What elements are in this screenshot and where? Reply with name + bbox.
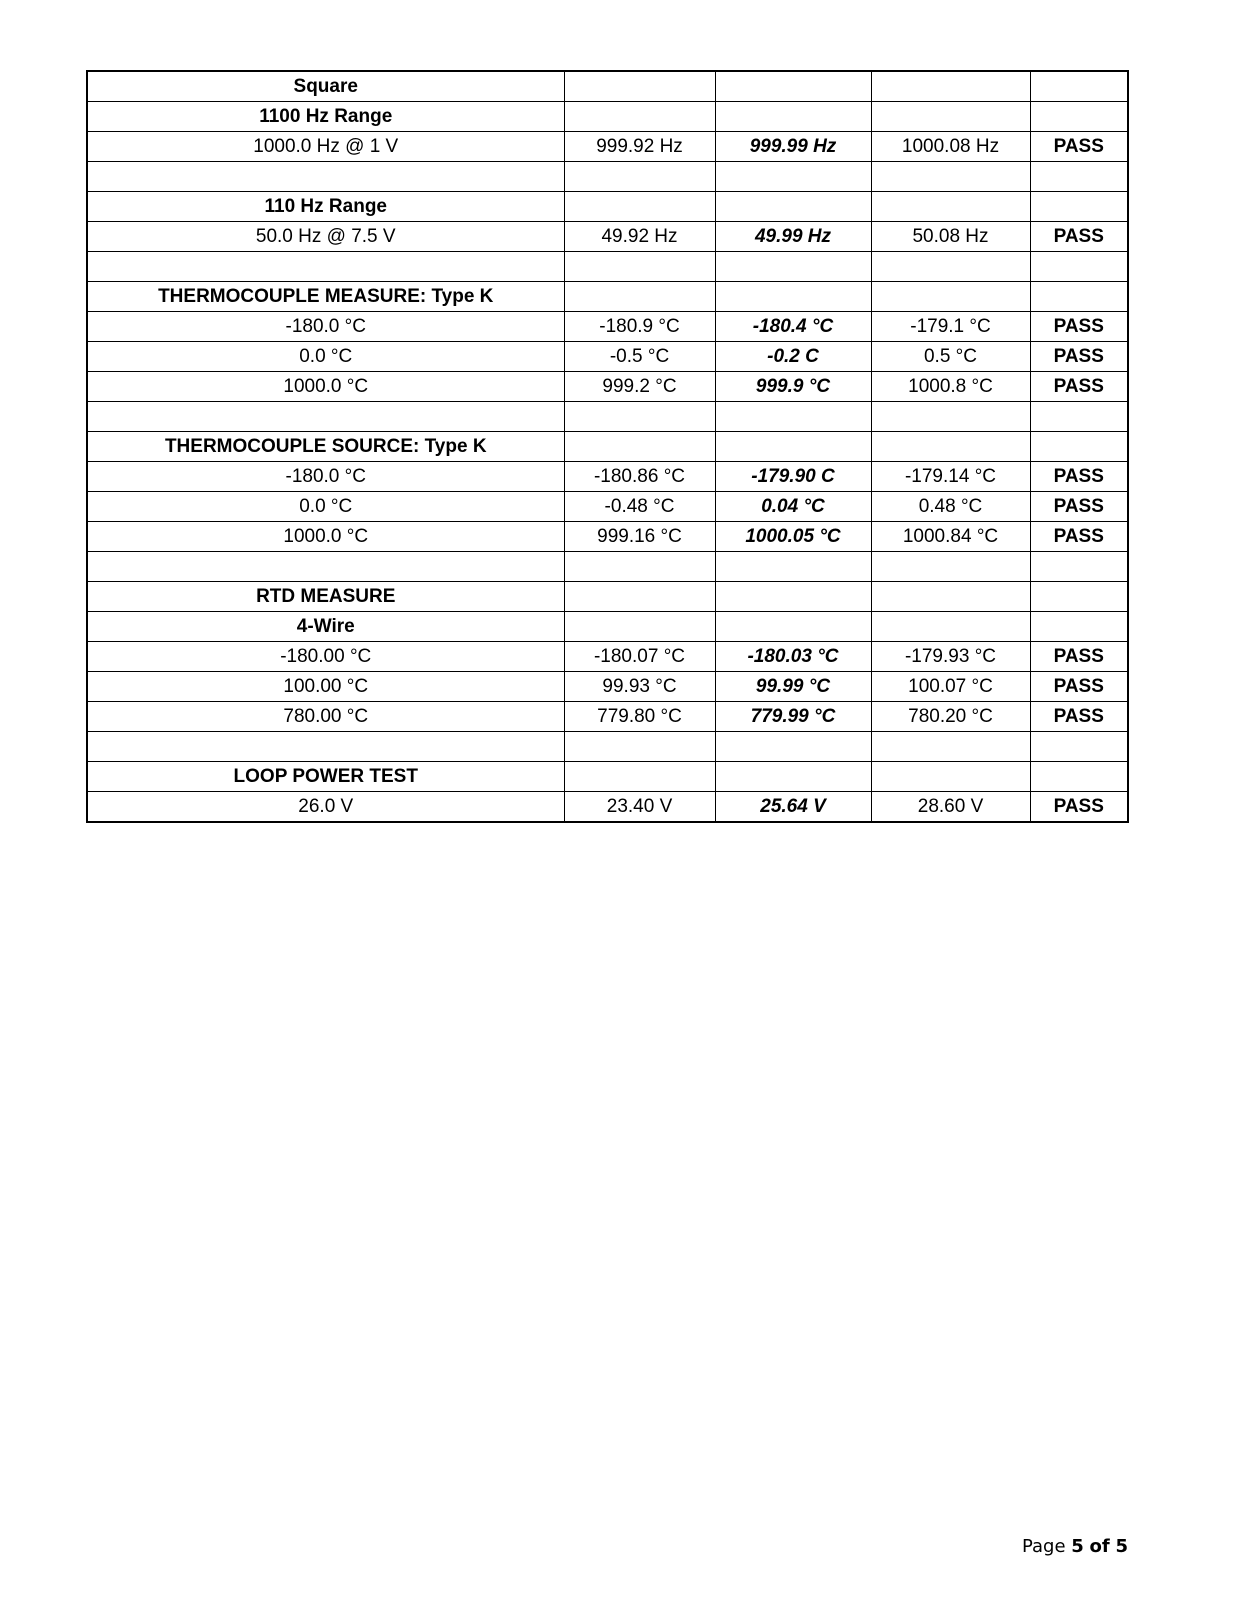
table-row [87,372,1128,402]
high-limit-cell: 50.08 Hz [871,222,1030,252]
table-row [87,342,1128,372]
section-row [87,762,1128,792]
blank-row [87,732,1128,762]
table-row [87,642,1128,672]
table-row [87,132,1128,162]
high-limit-cell [871,762,1030,792]
high-limit-cell [871,732,1030,762]
blank-row [87,252,1128,282]
section-row [87,282,1128,312]
low-limit-cell [564,612,715,642]
measured-cell [715,71,871,102]
nominal-cell: -180.00 °C [87,642,564,672]
measured-cell: 0.04 °C [715,492,871,522]
section-row [87,432,1128,462]
measured-cell: 999.9 °C [715,372,871,402]
high-limit-cell [871,71,1030,102]
high-limit-cell [871,102,1030,132]
measured-cell [715,762,871,792]
low-limit-cell: -180.9 °C [564,312,715,342]
nominal-cell: 1000.0 °C [87,522,564,552]
low-limit-cell: 23.40 V [564,792,715,823]
nominal-cell: -180.0 °C [87,312,564,342]
high-limit-cell: 1000.84 °C [871,522,1030,552]
calibration-table [86,70,1129,823]
nominal-cell: 0.0 °C [87,492,564,522]
low-limit-cell [564,762,715,792]
high-limit-cell [871,552,1030,582]
low-limit-cell: -180.07 °C [564,642,715,672]
measured-cell: -180.4 °C [715,312,871,342]
result-cell [1030,102,1128,132]
high-limit-cell: 0.5 °C [871,342,1030,372]
section-label: 1100 Hz Range [87,102,564,132]
high-limit-cell: 0.48 °C [871,492,1030,522]
low-limit-cell [564,71,715,102]
nominal-cell [87,252,564,282]
result-cell: PASS [1030,312,1128,342]
high-limit-cell [871,282,1030,312]
section-label: THERMOCOUPLE MEASURE: Type K [87,282,564,312]
high-limit-cell: 1000.08 Hz [871,132,1030,162]
table-row [87,672,1128,702]
measured-cell [715,612,871,642]
result-cell: PASS [1030,342,1128,372]
high-limit-cell: -179.14 °C [871,462,1030,492]
measured-cell [715,582,871,612]
high-limit-cell [871,402,1030,432]
low-limit-cell: -0.48 °C [564,492,715,522]
high-limit-cell [871,432,1030,462]
result-cell [1030,71,1128,102]
result-cell [1030,192,1128,222]
high-limit-cell: -179.1 °C [871,312,1030,342]
blank-row [87,402,1128,432]
high-limit-cell: 100.07 °C [871,672,1030,702]
section-label: LOOP POWER TEST [87,762,564,792]
measured-cell [715,252,871,282]
nominal-cell: 1000.0 °C [87,372,564,402]
low-limit-cell: 999.16 °C [564,522,715,552]
measured-cell: -0.2 C [715,342,871,372]
nominal-cell [87,402,564,432]
result-cell: PASS [1030,372,1128,402]
section-label: 4-Wire [87,612,564,642]
table-row [87,222,1128,252]
section-label: RTD MEASURE [87,582,564,612]
table-row [87,462,1128,492]
low-limit-cell [564,192,715,222]
measured-cell [715,552,871,582]
nominal-cell [87,732,564,762]
result-cell: PASS [1030,702,1128,732]
low-limit-cell [564,552,715,582]
result-cell [1030,432,1128,462]
high-limit-cell: -179.93 °C [871,642,1030,672]
high-limit-cell: 1000.8 °C [871,372,1030,402]
high-limit-cell: 780.20 °C [871,702,1030,732]
low-limit-cell [564,402,715,432]
low-limit-cell: -180.86 °C [564,462,715,492]
section-row [87,102,1128,132]
low-limit-cell [564,162,715,192]
low-limit-cell [564,732,715,762]
result-cell [1030,762,1128,792]
measured-cell: 25.64 V [715,792,871,823]
measured-cell [715,432,871,462]
page-number [1022,1536,1128,1557]
measured-cell: 49.99 Hz [715,222,871,252]
low-limit-cell [564,432,715,462]
page-current: 5 [1071,1536,1084,1557]
measured-cell: 1000.05 °C [715,522,871,552]
section-label: 110 Hz Range [87,192,564,222]
result-cell: PASS [1030,462,1128,492]
measured-cell [715,402,871,432]
section-row [87,71,1128,102]
measured-cell [715,102,871,132]
measured-cell: -180.03 °C [715,642,871,672]
table-row [87,522,1128,552]
blank-row [87,552,1128,582]
nominal-cell: 100.00 °C [87,672,564,702]
result-cell: PASS [1030,492,1128,522]
low-limit-cell [564,102,715,132]
high-limit-cell [871,582,1030,612]
section-label: THERMOCOUPLE SOURCE: Type K [87,432,564,462]
result-cell [1030,252,1128,282]
section-row [87,582,1128,612]
result-cell [1030,402,1128,432]
result-cell [1030,282,1128,312]
table-row [87,492,1128,522]
high-limit-cell [871,162,1030,192]
nominal-cell [87,162,564,192]
nominal-cell [87,552,564,582]
measured-cell [715,732,871,762]
result-cell: PASS [1030,672,1128,702]
low-limit-cell [564,582,715,612]
low-limit-cell: 999.92 Hz [564,132,715,162]
nominal-cell: 26.0 V [87,792,564,823]
high-limit-cell: 28.60 V [871,792,1030,823]
blank-row [87,162,1128,192]
nominal-cell: 780.00 °C [87,702,564,732]
result-cell [1030,552,1128,582]
nominal-cell: -180.0 °C [87,462,564,492]
measured-cell: 99.99 °C [715,672,871,702]
result-cell: PASS [1030,522,1128,552]
measured-cell [715,282,871,312]
section-label: Square [87,71,564,102]
page-prefix: Page [1021,1536,1066,1557]
low-limit-cell [564,282,715,312]
measured-cell: -179.90 C [715,462,871,492]
result-cell: PASS [1030,642,1128,672]
low-limit-cell: 49.92 Hz [564,222,715,252]
result-cell [1030,612,1128,642]
section-row [87,192,1128,222]
result-cell [1030,732,1128,762]
high-limit-cell [871,612,1030,642]
result-cell [1030,582,1128,612]
measured-cell [715,192,871,222]
low-limit-cell: 999.2 °C [564,372,715,402]
nominal-cell: 0.0 °C [87,342,564,372]
section-row [87,612,1128,642]
page-total: 5 [1115,1536,1128,1557]
low-limit-cell: 99.93 °C [564,672,715,702]
nominal-cell: 50.0 Hz @ 7.5 V [87,222,564,252]
high-limit-cell [871,192,1030,222]
measured-cell: 779.99 °C [715,702,871,732]
result-cell: PASS [1030,792,1128,823]
nominal-cell: 1000.0 Hz @ 1 V [87,132,564,162]
low-limit-cell: -0.5 °C [564,342,715,372]
calibration-table-body [87,71,1128,822]
page-of: of [1089,1536,1110,1557]
low-limit-cell [564,252,715,282]
result-cell [1030,162,1128,192]
low-limit-cell: 779.80 °C [564,702,715,732]
table-row [87,702,1128,732]
measured-cell [715,162,871,192]
result-cell: PASS [1030,222,1128,252]
table-row [87,792,1128,823]
table-row [87,312,1128,342]
result-cell: PASS [1030,132,1128,162]
high-limit-cell [871,252,1030,282]
measured-cell: 999.99 Hz [715,132,871,162]
